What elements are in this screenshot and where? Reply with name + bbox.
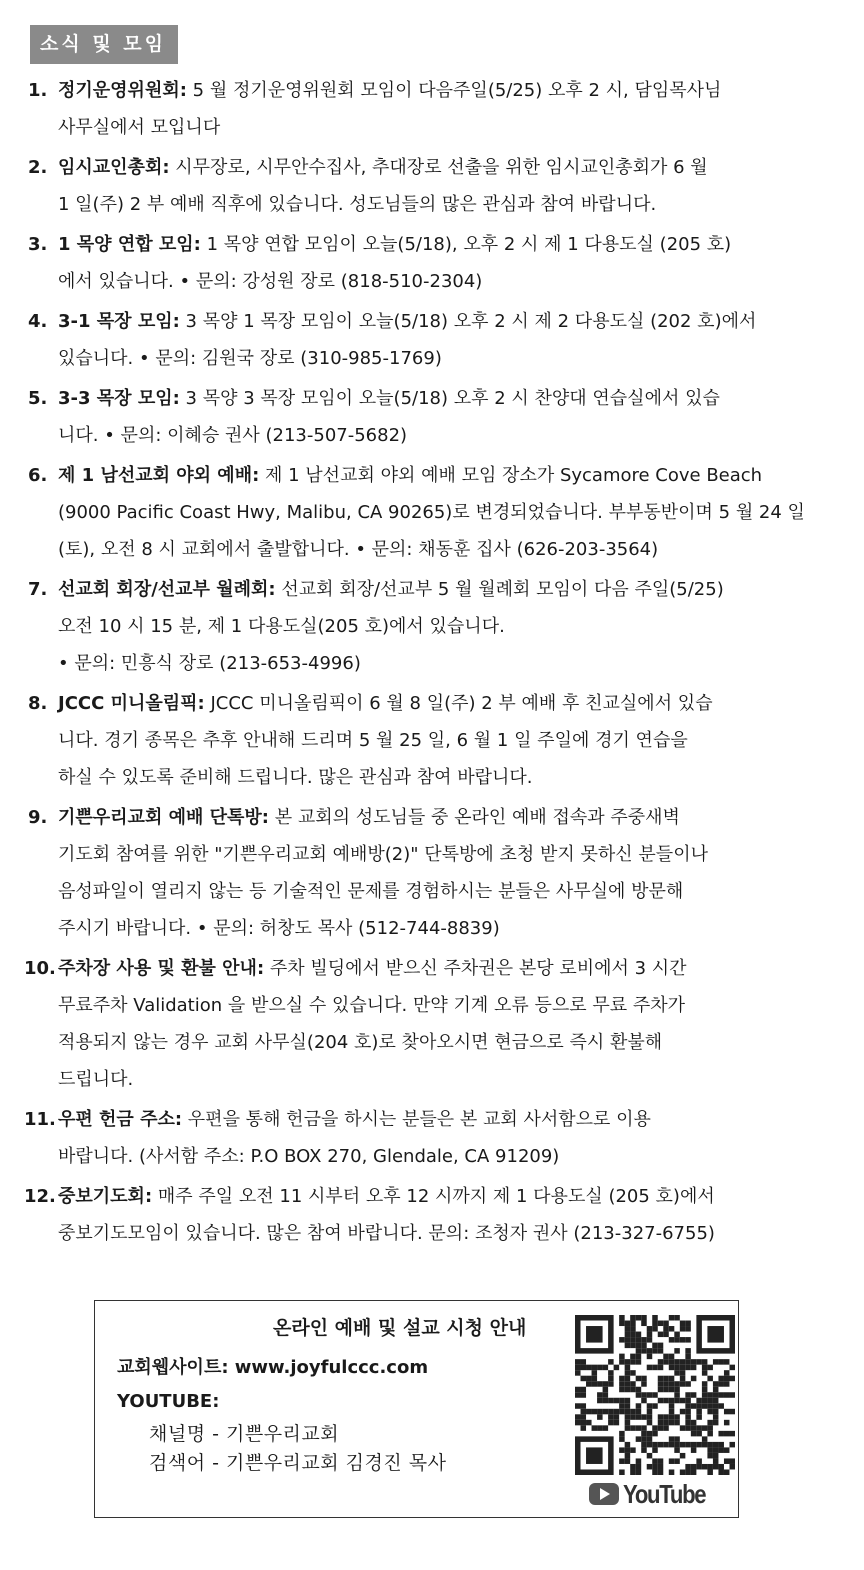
notice-line: 적용되지 않는 경우 교회 사무실(204 호)로 찾아오시면 현금으로 즉시 환불해 bbox=[58, 1032, 663, 1053]
notice-text: 1 목양 연합 모임이 오늘(5/18), 오후 2 시 제 1 다용도실 (205 호) bbox=[206, 234, 732, 255]
notice-number: 7. bbox=[28, 579, 48, 600]
notice-list bbox=[24, 72, 836, 1255]
notice-text: 선교회 회장/선교부 5 월 월례회 모임이 다음 주일(5/25) bbox=[281, 579, 724, 600]
notice-line: 중보기도모임이 있습니다. 많은 참여 바랍니다. 문의: 조청자 권사 (213-327-6755) bbox=[58, 1223, 715, 1244]
notice-title: 중보기도회: bbox=[58, 1186, 153, 1207]
notice-line: 니다. • 문의: 이혜승 권사 (213-507-5682) bbox=[58, 425, 408, 446]
notice-text: 우편을 통해 헌금을 하시는 분들은 본 교회 사서함으로 이용 bbox=[187, 1109, 651, 1130]
notice-line: 주시기 바랍니다. • 문의: 허창도 목사 (512-744-8839) bbox=[58, 918, 500, 939]
notice-number: 12. bbox=[24, 1186, 56, 1207]
notice-number: 1. bbox=[28, 80, 48, 101]
notice-line: 1 일(주) 2 부 예배 직후에 있습니다. 성도님들의 많은 관심과 참여 바랍니다. bbox=[58, 194, 657, 215]
notice-line: 기도회 참여를 위한 "기쁜우리교회 예배방(2)" 단톡방에 초청 받지 못하신 분들이나 bbox=[58, 844, 708, 865]
notice-text: 3 목양 1 목장 모임이 오늘(5/18) 오후 2 시 제 2 다용도실 (202 호)에서 bbox=[185, 311, 757, 332]
youtube-badge[interactable] bbox=[589, 1477, 720, 1511]
notice-line bbox=[58, 571, 836, 608]
notice-line: 있습니다. • 문의: 김원국 장로 (310-985-1769) bbox=[58, 348, 442, 369]
youtube-badge-text: YouTube bbox=[623, 1478, 706, 1509]
qr-code-icon[interactable] bbox=[575, 1315, 735, 1475]
notice-line bbox=[58, 303, 836, 340]
notice-line bbox=[58, 226, 836, 263]
notice-title: 3-1 목장 모임: bbox=[58, 311, 180, 332]
notice-line: 니다. 경기 종목은 추후 안내해 드리며 5 월 25 일, 6 월 1 일 주일에 경기 연습을 bbox=[58, 730, 688, 751]
notice-title: 제 1 남선교회 야외 예배: bbox=[58, 465, 260, 486]
website-line[interactable]: 교회웹사이트: www.joyfulccc.com bbox=[117, 1357, 429, 1378]
youtube-label: YOUTUBE: bbox=[117, 1391, 220, 1412]
notice-item bbox=[24, 226, 836, 300]
youtube-search-term: 검색어 - 기쁜우리교회 김경진 목사 bbox=[149, 1452, 447, 1474]
notice-line: 바랍니다. (사서함 주소: P.O BOX 270, Glendale, CA 91209) bbox=[58, 1146, 560, 1167]
notice-item bbox=[24, 685, 836, 796]
notice-text: 본 교회의 성도님들 중 온라인 예배 접속과 주중새벽 bbox=[274, 807, 680, 828]
notice-text: 제 1 남선교회 야외 예배 모임 장소가 Sycamore Cove Beach bbox=[265, 465, 763, 486]
notice-line: 드립니다. bbox=[58, 1069, 134, 1090]
notice-line bbox=[58, 685, 836, 722]
notice-item bbox=[24, 950, 836, 1098]
notice-line: • 문의: 민흥식 장로 (213-653-4996) bbox=[58, 653, 361, 674]
notice-text: 매주 주일 오전 11 시부터 오후 12 시까지 제 1 다용도실 (205 호)에서 bbox=[157, 1186, 715, 1207]
notice-line bbox=[58, 457, 836, 494]
notice-line bbox=[58, 380, 836, 417]
notice-text: 3 목양 3 목장 모임이 오늘(5/18) 오후 2 시 찬양대 연습실에서 있습 bbox=[185, 388, 720, 409]
notice-number: 8. bbox=[28, 693, 48, 714]
notice-item bbox=[24, 799, 836, 947]
notice-title: 임시교인총회: bbox=[58, 157, 170, 178]
notice-line bbox=[58, 1101, 836, 1138]
notice-line: 오전 10 시 15 분, 제 1 다용도실(205 호)에서 있습니다. bbox=[58, 616, 505, 637]
online-worship-box bbox=[94, 1300, 739, 1518]
notice-title: 정기운영위원회: bbox=[58, 80, 187, 101]
notice-item bbox=[24, 1101, 836, 1175]
notice-item bbox=[24, 72, 836, 146]
notice-title: 3-3 목장 모임: bbox=[58, 388, 180, 409]
notice-number: 10. bbox=[24, 958, 56, 979]
notice-text: 5 월 정기운영위원회 모임이 다음주일(5/25) 오후 2 시, 담임목사님 bbox=[192, 80, 722, 101]
notice-title: 주차장 사용 및 환불 안내: bbox=[58, 958, 265, 979]
notice-line: 하실 수 있도록 준비해 드립니다. 많은 관심과 참여 바랍니다. bbox=[58, 767, 533, 788]
notice-line: (토), 오전 8 시 교회에서 출발합니다. • 문의: 채동훈 집사 (626-203-3564) bbox=[58, 539, 659, 560]
notice-number: 3. bbox=[28, 234, 48, 255]
section-title: 소식 및 모임 bbox=[30, 25, 178, 64]
notice-number: 5. bbox=[28, 388, 48, 409]
notice-number: 9. bbox=[28, 807, 48, 828]
notice-text: 시무장로, 시무안수집사, 추대장로 선출을 위한 임시교인총회가 6 월 bbox=[175, 157, 708, 178]
notice-item bbox=[24, 380, 836, 454]
notice-title: 1 목양 연합 모임: bbox=[58, 234, 201, 255]
notice-item bbox=[24, 571, 836, 682]
notice-line: (9000 Pacific Coast Hwy, Malibu, CA 90265)로 변경되었습니다. 부부동반이며 5 월 24 일 bbox=[58, 502, 805, 523]
notice-number: 11. bbox=[24, 1109, 56, 1130]
notice-item bbox=[24, 303, 836, 377]
notice-number: 2. bbox=[28, 157, 48, 178]
notice-number: 6. bbox=[28, 465, 48, 486]
notice-text: JCCC 미니올림픽이 6 월 8 일(주) 2 부 예배 후 친교실에서 있습 bbox=[210, 693, 713, 714]
notice-title: 선교회 회장/선교부 월례회: bbox=[58, 579, 276, 600]
online-box-title: 온라인 예배 및 설교 시청 안내 bbox=[273, 1317, 527, 1339]
notice-line bbox=[58, 950, 836, 987]
notice-number: 4. bbox=[28, 311, 48, 332]
notice-title: JCCC 미니올림픽: bbox=[58, 693, 205, 714]
notice-item bbox=[24, 1178, 836, 1252]
notice-line: 무료주차 Validation 을 받으실 수 있습니다. 만약 기계 오류 등으로 무료 주차가 bbox=[58, 995, 686, 1016]
notice-item bbox=[24, 457, 836, 568]
notice-line bbox=[58, 72, 836, 109]
notice-line bbox=[58, 799, 836, 836]
youtube-channel: 채널명 - 기쁜우리교회 bbox=[149, 1423, 340, 1445]
notice-line: 음성파일이 열리지 않는 등 기술적인 문제를 경험하시는 분들은 사무실에 방문해 bbox=[58, 881, 684, 902]
notice-line: 사무실에서 모입니다 bbox=[58, 117, 221, 138]
notice-item bbox=[24, 149, 836, 223]
notice-title: 기쁜우리교회 예배 단톡방: bbox=[58, 807, 269, 828]
notice-line bbox=[58, 1178, 836, 1215]
notice-line: 에서 있습니다. • 문의: 강성원 장로 (818-510-2304) bbox=[58, 271, 483, 292]
notice-text: 주차 빌딩에서 받으신 주차권은 본당 로비에서 3 시간 bbox=[269, 958, 687, 979]
youtube-play-icon bbox=[589, 1483, 619, 1505]
notice-title: 우편 헌금 주소: bbox=[58, 1109, 183, 1130]
notice-line bbox=[58, 149, 836, 186]
